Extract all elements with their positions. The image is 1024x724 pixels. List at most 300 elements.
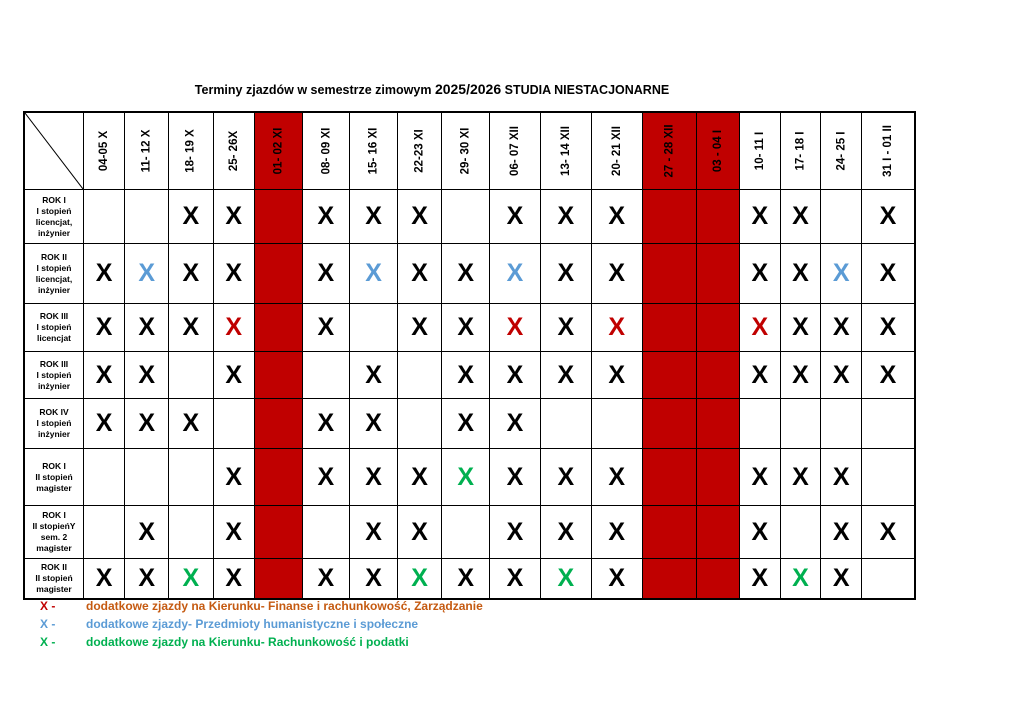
date-label: 13- 14 XII [559, 126, 572, 176]
session-mark: X [557, 360, 575, 389]
schedule-cell [397, 559, 441, 599]
legend-mark: X - [40, 635, 56, 649]
session-mark: X [365, 202, 382, 230]
row-label-line: ROK III [39, 358, 69, 369]
schedule-cell [862, 190, 915, 244]
schedule-cell [397, 190, 441, 244]
schedule-table [23, 111, 916, 600]
row-label-line: ROK II [41, 251, 67, 262]
schedule-cell [213, 352, 254, 399]
row-label-line: inżynier [37, 284, 71, 295]
row-label [24, 559, 84, 599]
schedule-cell [125, 506, 169, 559]
session-mark: X [506, 462, 524, 491]
session-mark: X [608, 259, 626, 287]
session-mark: X [411, 259, 428, 287]
schedule-cell [397, 304, 441, 352]
schedule-cell [862, 304, 915, 352]
row-label-line: II stopieńY [32, 521, 76, 531]
session-mark: X [832, 259, 850, 287]
session-mark: X [411, 313, 428, 341]
schedule-cell [862, 352, 915, 399]
schedule-cell [169, 449, 213, 506]
holiday-cell [254, 352, 302, 399]
session-mark: X [225, 202, 243, 230]
session-mark: X [411, 563, 428, 592]
schedule-cell [350, 352, 398, 399]
session-mark: X [557, 517, 575, 546]
schedule-cell [591, 304, 642, 352]
row-label-line: magister [36, 583, 72, 594]
date-label: 03 - 04 I [711, 129, 724, 173]
schedule-cell [862, 449, 915, 506]
schedule-cell [739, 352, 780, 399]
holiday-cell [642, 190, 696, 244]
session-mark: X [95, 409, 113, 437]
session-mark: X [506, 409, 524, 437]
schedule-cell [821, 244, 862, 304]
session-mark: X [95, 360, 113, 389]
session-mark: X [365, 360, 382, 389]
date-label: 08- 09 XI [319, 127, 332, 175]
date-label: 27 - 28 XII [663, 124, 676, 178]
date-label: 17- 18 I [794, 131, 807, 171]
date-header [350, 112, 398, 190]
schedule-cell [442, 190, 490, 244]
schedule-cell [125, 559, 169, 599]
schedule-cell [169, 559, 213, 599]
schedule-cell [125, 399, 169, 449]
holiday-cell [642, 352, 696, 399]
schedule-cell [302, 352, 350, 399]
row-label-line: I stopień [36, 322, 72, 332]
schedule-cell [442, 449, 490, 506]
date-label: 24- 25 I [835, 131, 848, 171]
session-mark: X [457, 313, 475, 341]
session-mark: X [95, 563, 113, 592]
session-mark: X [792, 313, 809, 341]
schedule-cell [302, 449, 350, 506]
table-row [24, 352, 915, 399]
holiday-cell [254, 506, 302, 559]
schedule-cell [125, 352, 169, 399]
schedule-cell [780, 352, 821, 399]
session-mark: X [317, 462, 335, 491]
schedule-cell [821, 399, 862, 449]
date-header [442, 112, 490, 190]
schedule-cell [397, 449, 441, 506]
session-mark: X [751, 313, 769, 341]
session-mark: X [506, 202, 524, 230]
schedule-cell [169, 352, 213, 399]
row-label-line: I stopień [36, 369, 72, 380]
schedule-cell [84, 352, 125, 399]
schedule-cell [739, 506, 780, 559]
table-row [24, 559, 915, 599]
page-title [0, 81, 864, 97]
session-mark: X [365, 462, 382, 491]
session-mark: X [506, 563, 524, 592]
schedule-cell [397, 244, 441, 304]
schedule-cell [213, 190, 254, 244]
table-row [24, 304, 915, 352]
session-mark: X [506, 360, 524, 389]
schedule-cell [169, 304, 213, 352]
date-label: 04-05 X [98, 130, 111, 172]
row-label-line: ROK III [39, 311, 69, 321]
schedule-cell [213, 244, 254, 304]
schedule-cell [302, 559, 350, 599]
schedule-cell [739, 244, 780, 304]
schedule-cell [84, 304, 125, 352]
schedule-cell [862, 506, 915, 559]
schedule-cell [302, 244, 350, 304]
schedule-cell [862, 399, 915, 449]
holiday-cell [696, 244, 739, 304]
row-label [24, 190, 84, 244]
holiday-cell [254, 399, 302, 449]
schedule-cell [442, 244, 490, 304]
session-mark: X [365, 517, 382, 546]
schedule-cell [350, 449, 398, 506]
session-mark: X [317, 409, 335, 437]
row-label [24, 399, 84, 449]
schedule-cell [591, 449, 642, 506]
row-label [24, 304, 84, 352]
date-header [490, 112, 541, 190]
row-label-line: inżynier [37, 429, 71, 439]
session-mark: X [411, 517, 428, 546]
session-mark: X [751, 462, 769, 491]
date-header [213, 112, 254, 190]
schedule-cell [591, 190, 642, 244]
schedule-cell [213, 304, 254, 352]
session-mark: X [608, 517, 626, 546]
table-row [24, 244, 915, 304]
date-label: 22-23 XI [413, 129, 426, 173]
schedule-cell [739, 190, 780, 244]
schedule-cell [442, 352, 490, 399]
schedule-cell [540, 352, 591, 399]
schedule-body [24, 190, 915, 599]
session-mark: X [411, 462, 428, 491]
session-mark: X [317, 259, 335, 287]
row-label-line: ROK I [42, 510, 66, 520]
legend-text: dodatkowe zjazdy- Przedmioty humanistyczne i społeczne [86, 617, 419, 631]
session-mark: X [792, 202, 809, 230]
schedule-cell [213, 449, 254, 506]
corner-cell [24, 112, 84, 190]
session-mark: X [457, 259, 475, 287]
schedule-cell [442, 506, 490, 559]
session-mark: X [879, 259, 897, 287]
schedule-cell [350, 190, 398, 244]
session-mark: X [411, 202, 428, 230]
schedule-cell [540, 399, 591, 449]
schedule-cell [169, 244, 213, 304]
date-label: 06- 07 XII [509, 126, 521, 176]
schedule-cell [169, 399, 213, 449]
schedule-cell [821, 352, 862, 399]
schedule-cell [350, 506, 398, 559]
schedule-cell [780, 559, 821, 599]
date-header [642, 112, 696, 190]
schedule-cell [780, 304, 821, 352]
schedule-cell [821, 449, 862, 506]
schedule-cell [302, 190, 350, 244]
schedule-cell [591, 244, 642, 304]
session-mark: X [832, 517, 850, 546]
row-label-line: magister [36, 543, 72, 553]
session-mark: X [751, 259, 769, 287]
session-mark: X [365, 563, 382, 592]
session-mark: X [879, 202, 897, 230]
session-mark: X [182, 563, 200, 592]
schedule-cell [350, 304, 398, 352]
schedule-cell [821, 506, 862, 559]
session-mark: X [138, 563, 156, 592]
session-mark: X [182, 259, 200, 287]
legend-item [40, 635, 409, 649]
date-label: 31 I - 01 II [881, 125, 894, 177]
schedule-cell [397, 506, 441, 559]
schedule-cell [540, 506, 591, 559]
date-label: 20- 21 XII [610, 126, 623, 176]
row-label-line: I stopień [36, 262, 72, 273]
schedule-cell [821, 190, 862, 244]
date-header [254, 112, 302, 190]
session-mark: X [365, 259, 382, 287]
schedule-cell [739, 559, 780, 599]
row-label-line: I stopień [36, 205, 72, 216]
schedule-cell [780, 190, 821, 244]
row-label-line: magister [36, 482, 72, 493]
date-label: 11- 12 X [140, 129, 153, 173]
session-mark: X [557, 462, 575, 491]
schedule-cell [780, 399, 821, 449]
schedule-cell [125, 449, 169, 506]
session-mark: X [792, 360, 809, 389]
schedule-cell [84, 506, 125, 559]
schedule-cell [350, 244, 398, 304]
row-label [24, 352, 84, 399]
session-mark: X [506, 313, 524, 341]
schedule-cell [591, 506, 642, 559]
schedule-cell [862, 244, 915, 304]
session-mark: X [608, 313, 626, 341]
session-mark: X [557, 313, 575, 341]
row-label-line: inżynier [37, 380, 71, 391]
diagonal-line [25, 113, 83, 189]
holiday-cell [642, 304, 696, 352]
date-header [821, 112, 862, 190]
date-label: 25- 26X [227, 130, 240, 172]
row-label-line: inżynier [37, 227, 71, 238]
schedule-cell [591, 559, 642, 599]
schedule-cell [490, 506, 541, 559]
session-mark: X [608, 462, 626, 491]
session-mark: X [182, 313, 200, 341]
session-mark: X [506, 259, 524, 287]
schedule-cell [739, 399, 780, 449]
session-mark: X [317, 202, 335, 230]
session-mark: X [751, 563, 769, 592]
row-label-line: licencjat, [35, 216, 73, 227]
holiday-cell [642, 506, 696, 559]
schedule-cell [780, 244, 821, 304]
session-mark: X [182, 202, 200, 230]
schedule-cell [350, 399, 398, 449]
schedule-cell [169, 506, 213, 559]
date-header [540, 112, 591, 190]
row-label-line: licencjat, [35, 273, 73, 284]
schedule-cell [302, 506, 350, 559]
date-header [84, 112, 125, 190]
row-label-line: II stopień [35, 471, 73, 482]
holiday-cell [696, 190, 739, 244]
holiday-cell [254, 449, 302, 506]
schedule-cell [84, 244, 125, 304]
session-mark: X [138, 360, 156, 389]
schedule-cell [302, 399, 350, 449]
session-mark: X [365, 409, 382, 437]
session-mark: X [608, 202, 626, 230]
schedule-cell [780, 449, 821, 506]
schedule-cell [490, 399, 541, 449]
row-label [24, 244, 84, 304]
schedule-cell [490, 449, 541, 506]
session-mark: X [832, 360, 850, 389]
schedule-cell [490, 244, 541, 304]
title-year: 2025/2026 [434, 81, 502, 97]
holiday-cell [254, 190, 302, 244]
holiday-cell [696, 352, 739, 399]
row-label-line: ROK I [42, 194, 66, 205]
session-mark: X [879, 517, 897, 546]
session-mark: X [832, 462, 850, 491]
schedule-cell [821, 559, 862, 599]
holiday-cell [642, 244, 696, 304]
date-header [397, 112, 441, 190]
session-mark: X [557, 563, 575, 592]
session-mark: X [457, 409, 475, 437]
session-mark: X [557, 202, 575, 230]
session-mark: X [879, 360, 897, 389]
session-mark: X [557, 259, 575, 287]
session-mark: X [138, 313, 156, 341]
row-label-line: I stopień [36, 418, 72, 428]
holiday-cell [642, 449, 696, 506]
title-prefix: Terminy zjazdów w semestrze zimowym [194, 83, 432, 97]
session-mark: X [182, 409, 200, 437]
session-mark: X [751, 517, 769, 546]
table-row [24, 449, 915, 506]
session-mark: X [138, 409, 156, 437]
schedule-cell [490, 304, 541, 352]
session-mark: X [317, 563, 335, 592]
holiday-cell [696, 449, 739, 506]
session-mark: X [95, 313, 113, 341]
schedule-cell [821, 304, 862, 352]
holiday-cell [696, 304, 739, 352]
legend-item [40, 599, 483, 613]
session-mark: X [608, 563, 626, 592]
schedule-cell [213, 399, 254, 449]
row-label [24, 506, 84, 559]
schedule-cell [540, 449, 591, 506]
schedule-cell [442, 304, 490, 352]
holiday-cell [696, 399, 739, 449]
session-mark: X [317, 313, 335, 341]
schedule-cell [84, 190, 125, 244]
session-mark: X [832, 563, 850, 592]
schedule-cell [397, 352, 441, 399]
legend-item [40, 617, 418, 631]
schedule-cell [490, 352, 541, 399]
session-mark: X [225, 360, 243, 389]
holiday-cell [254, 244, 302, 304]
session-mark: X [225, 313, 243, 341]
row-label [24, 449, 84, 506]
session-mark: X [95, 259, 113, 287]
schedule-cell [397, 399, 441, 449]
session-mark: X [457, 563, 475, 592]
schedule-cell [739, 304, 780, 352]
date-header [780, 112, 821, 190]
date-header [739, 112, 780, 190]
session-mark: X [792, 462, 809, 491]
session-mark: X [457, 360, 475, 389]
schedule-cell [213, 506, 254, 559]
schedule-cell [84, 559, 125, 599]
date-header [169, 112, 213, 190]
session-mark: X [138, 517, 156, 546]
schedule-cell [125, 190, 169, 244]
row-label-line: II stopień [35, 572, 73, 583]
session-mark: X [457, 462, 475, 491]
holiday-cell [696, 506, 739, 559]
session-mark: X [751, 360, 769, 389]
schedule-cell [442, 559, 490, 599]
schedule-cell [169, 190, 213, 244]
schedule-cell [540, 244, 591, 304]
date-label: 29- 30 XI [459, 127, 472, 175]
schedule-cell [862, 559, 915, 599]
holiday-cell [254, 304, 302, 352]
title-suffix: STUDIA NIESTACJONARNE [504, 83, 670, 97]
session-mark: X [138, 259, 156, 287]
schedule-cell [125, 304, 169, 352]
session-mark: X [792, 259, 809, 287]
session-mark: X [879, 313, 897, 341]
holiday-cell [696, 559, 739, 599]
date-label: 01- 02 XI [272, 127, 285, 175]
date-header [591, 112, 642, 190]
schedule-cell [442, 399, 490, 449]
date-header [125, 112, 169, 190]
schedule-cell [213, 559, 254, 599]
schedule-cell [302, 304, 350, 352]
date-header [862, 112, 915, 190]
row-label-line: ROK IV [39, 407, 69, 417]
legend-text: dodatkowe zjazdy na Kierunku- Finanse i rachunkowość, Zarządzanie [86, 599, 483, 613]
schedule-cell [591, 399, 642, 449]
session-mark: X [225, 259, 243, 287]
holiday-cell [642, 399, 696, 449]
schedule-cell [125, 244, 169, 304]
session-mark: X [506, 517, 524, 546]
table-row [24, 190, 915, 244]
